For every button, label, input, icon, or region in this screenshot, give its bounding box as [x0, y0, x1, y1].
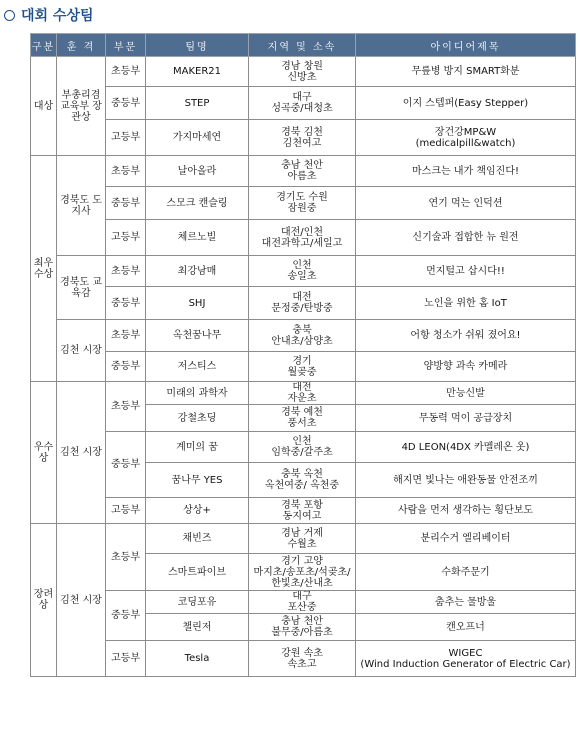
- idea-title-cell: 먼지털고 삽시다!!: [356, 256, 576, 287]
- table-row: [31, 591, 576, 614]
- honor-cell: 부총리겸 교육부 장관상: [57, 57, 106, 156]
- table-row: [31, 320, 576, 352]
- idea-title-cell: 장건강MP&W (medicalpill&watch): [356, 120, 576, 156]
- table-row: [31, 352, 576, 382]
- idea-title-cell: 사람을 먼저 생각하는 횡단보도: [356, 498, 576, 524]
- team-name-cell: 날아올라: [146, 156, 249, 187]
- category-cell: 장려상: [31, 524, 57, 677]
- idea-title-cell: 노인을 위한 홈 IoT: [356, 287, 576, 320]
- idea-title-cell: 양방향 과속 카메라: [356, 352, 576, 382]
- idea-title-cell: 춤추는 물방울: [356, 591, 576, 614]
- honor-cell: 경북도 도지사: [57, 156, 106, 256]
- header-honor: 훈 격: [57, 34, 106, 57]
- idea-title-cell: 분리수거 엘리베이터: [356, 524, 576, 554]
- team-name-cell: STEP: [146, 87, 249, 120]
- division-cell: 중등부: [106, 87, 146, 120]
- table-row: [31, 287, 576, 320]
- table-row: [31, 156, 576, 187]
- region-cell: 대전 자운초: [249, 382, 356, 405]
- idea-title-cell: 무동력 먹이 공급장치: [356, 405, 576, 432]
- region-cell: 경기도 수원 잠원중: [249, 187, 356, 220]
- region-cell: 강원 속초 속초고: [249, 641, 356, 677]
- header-category: 구분: [31, 34, 57, 57]
- region-cell: 대전 문정중/탄방중: [249, 287, 356, 320]
- division-cell: 초등부: [106, 320, 146, 352]
- division-cell: 고등부: [106, 220, 146, 256]
- honor-cell: 김천 시장: [57, 524, 106, 677]
- honor-cell: 김천 시장: [57, 382, 106, 524]
- table-row: [31, 220, 576, 256]
- team-name-cell: 가지마세연: [146, 120, 249, 156]
- idea-title-cell: 수화주문기: [356, 554, 576, 591]
- honor-cell: 경북도 교육감: [57, 256, 106, 320]
- region-cell: 충남 천안 아름초: [249, 156, 356, 187]
- team-name-cell: 강철초딩: [146, 405, 249, 432]
- idea-title-cell: 이지 스텝퍼(Easy Stepper): [356, 87, 576, 120]
- region-cell: 경북 포항 동지여고: [249, 498, 356, 524]
- team-name-cell: 챌린저: [146, 614, 249, 641]
- region-cell: 인천 임학중/갈주초: [249, 432, 356, 463]
- region-cell: 대전/인천 대전과학고/세일고: [249, 220, 356, 256]
- region-cell: 경북 예천 풍서초: [249, 405, 356, 432]
- table-row: [31, 187, 576, 220]
- table-row: [31, 120, 576, 156]
- honor-cell: 김천 시장: [57, 320, 106, 382]
- idea-title-cell: 캔오프너: [356, 614, 576, 641]
- region-cell: 충북 옥천 옥천여중/ 옥천중: [249, 463, 356, 498]
- idea-title-cell: 4D LEON(4DX 카멜레온 옷): [356, 432, 576, 463]
- team-name-cell: 최강남매: [146, 256, 249, 287]
- division-cell: 초등부: [106, 524, 146, 591]
- idea-title-cell: 연기 먹는 인덕션: [356, 187, 576, 220]
- table-row: [31, 641, 576, 677]
- category-cell: 최우수상: [31, 156, 57, 382]
- idea-title-cell: WIGEC (Wind Induction Generator of Electric Car): [356, 641, 576, 677]
- division-cell: 중등부: [106, 352, 146, 382]
- division-cell: 초등부: [106, 256, 146, 287]
- category-cell: 대상: [31, 57, 57, 156]
- awards-table: [30, 33, 576, 677]
- table-row: [31, 256, 576, 287]
- region-cell: 대구 성곡중/대청초: [249, 87, 356, 120]
- region-cell: 경북 김천 김천여고: [249, 120, 356, 156]
- division-cell: 고등부: [106, 498, 146, 524]
- team-name-cell: 체르노빌: [146, 220, 249, 256]
- division-cell: 초등부: [106, 156, 146, 187]
- idea-title-cell: 무릎병 방지 SMART화분: [356, 57, 576, 87]
- table-row: [31, 432, 576, 463]
- region-cell: 충북 안내초/삼양초: [249, 320, 356, 352]
- table-row: [31, 524, 576, 554]
- region-cell: 충남 천안 불무중/아름초: [249, 614, 356, 641]
- header-division: 부문: [106, 34, 146, 57]
- header-idea: 아이디어제목: [356, 34, 576, 57]
- category-cell: 우수상: [31, 382, 57, 524]
- header-region: 지역 및 소속: [249, 34, 356, 57]
- idea-title-cell: 만능신발: [356, 382, 576, 405]
- table-body: [31, 57, 576, 677]
- team-name-cell: 옥천꿈나무: [146, 320, 249, 352]
- region-cell: 경남 창원 신방초: [249, 57, 356, 87]
- table-row: [31, 57, 576, 87]
- idea-title-cell: 해지면 빛나는 애완동물 안전조끼: [356, 463, 576, 498]
- idea-title-cell: 마스크는 내가 책임진다!: [356, 156, 576, 187]
- section-title: 대회 수상팀: [21, 8, 94, 24]
- team-name-cell: 스모크 캔슬링: [146, 187, 249, 220]
- team-name-cell: Tesla: [146, 641, 249, 677]
- division-cell: 초등부: [106, 57, 146, 87]
- division-cell: 중등부: [106, 432, 146, 498]
- section-heading: [4, 4, 94, 26]
- table-header-row: [31, 34, 576, 57]
- team-name-cell: 꿈나무 YES: [146, 463, 249, 498]
- team-name-cell: SHJ: [146, 287, 249, 320]
- division-cell: 중등부: [106, 187, 146, 220]
- division-cell: 중등부: [106, 591, 146, 641]
- region-cell: 대구 포산중: [249, 591, 356, 614]
- team-name-cell: 미래의 과학자: [146, 382, 249, 405]
- team-name-cell: 스마트파이브: [146, 554, 249, 591]
- table-row: [31, 87, 576, 120]
- team-name-cell: MAKER21: [146, 57, 249, 87]
- circle-bullet-icon: [4, 10, 15, 21]
- idea-title-cell: 신기술과 접합한 뉴 원전: [356, 220, 576, 256]
- region-cell: 인천 송일초: [249, 256, 356, 287]
- header-team: 팀명: [146, 34, 249, 57]
- team-name-cell: 상상+: [146, 498, 249, 524]
- region-cell: 경기 월곶중: [249, 352, 356, 382]
- division-cell: 초등부: [106, 382, 146, 432]
- team-name-cell: 코딩포유: [146, 591, 249, 614]
- division-cell: 중등부: [106, 287, 146, 320]
- team-name-cell: 채빈즈: [146, 524, 249, 554]
- division-cell: 고등부: [106, 120, 146, 156]
- idea-title-cell: 어항 청소가 쉬워 졌어요!: [356, 320, 576, 352]
- team-name-cell: 계미의 꿈: [146, 432, 249, 463]
- region-cell: 경기 고양 마지초/송포초/석곶초/한빛초/산내초: [249, 554, 356, 591]
- table-row: [31, 498, 576, 524]
- region-cell: 경남 거제 수월초: [249, 524, 356, 554]
- division-cell: 고등부: [106, 641, 146, 677]
- team-name-cell: 저스티스: [146, 352, 249, 382]
- table-row: [31, 382, 576, 405]
